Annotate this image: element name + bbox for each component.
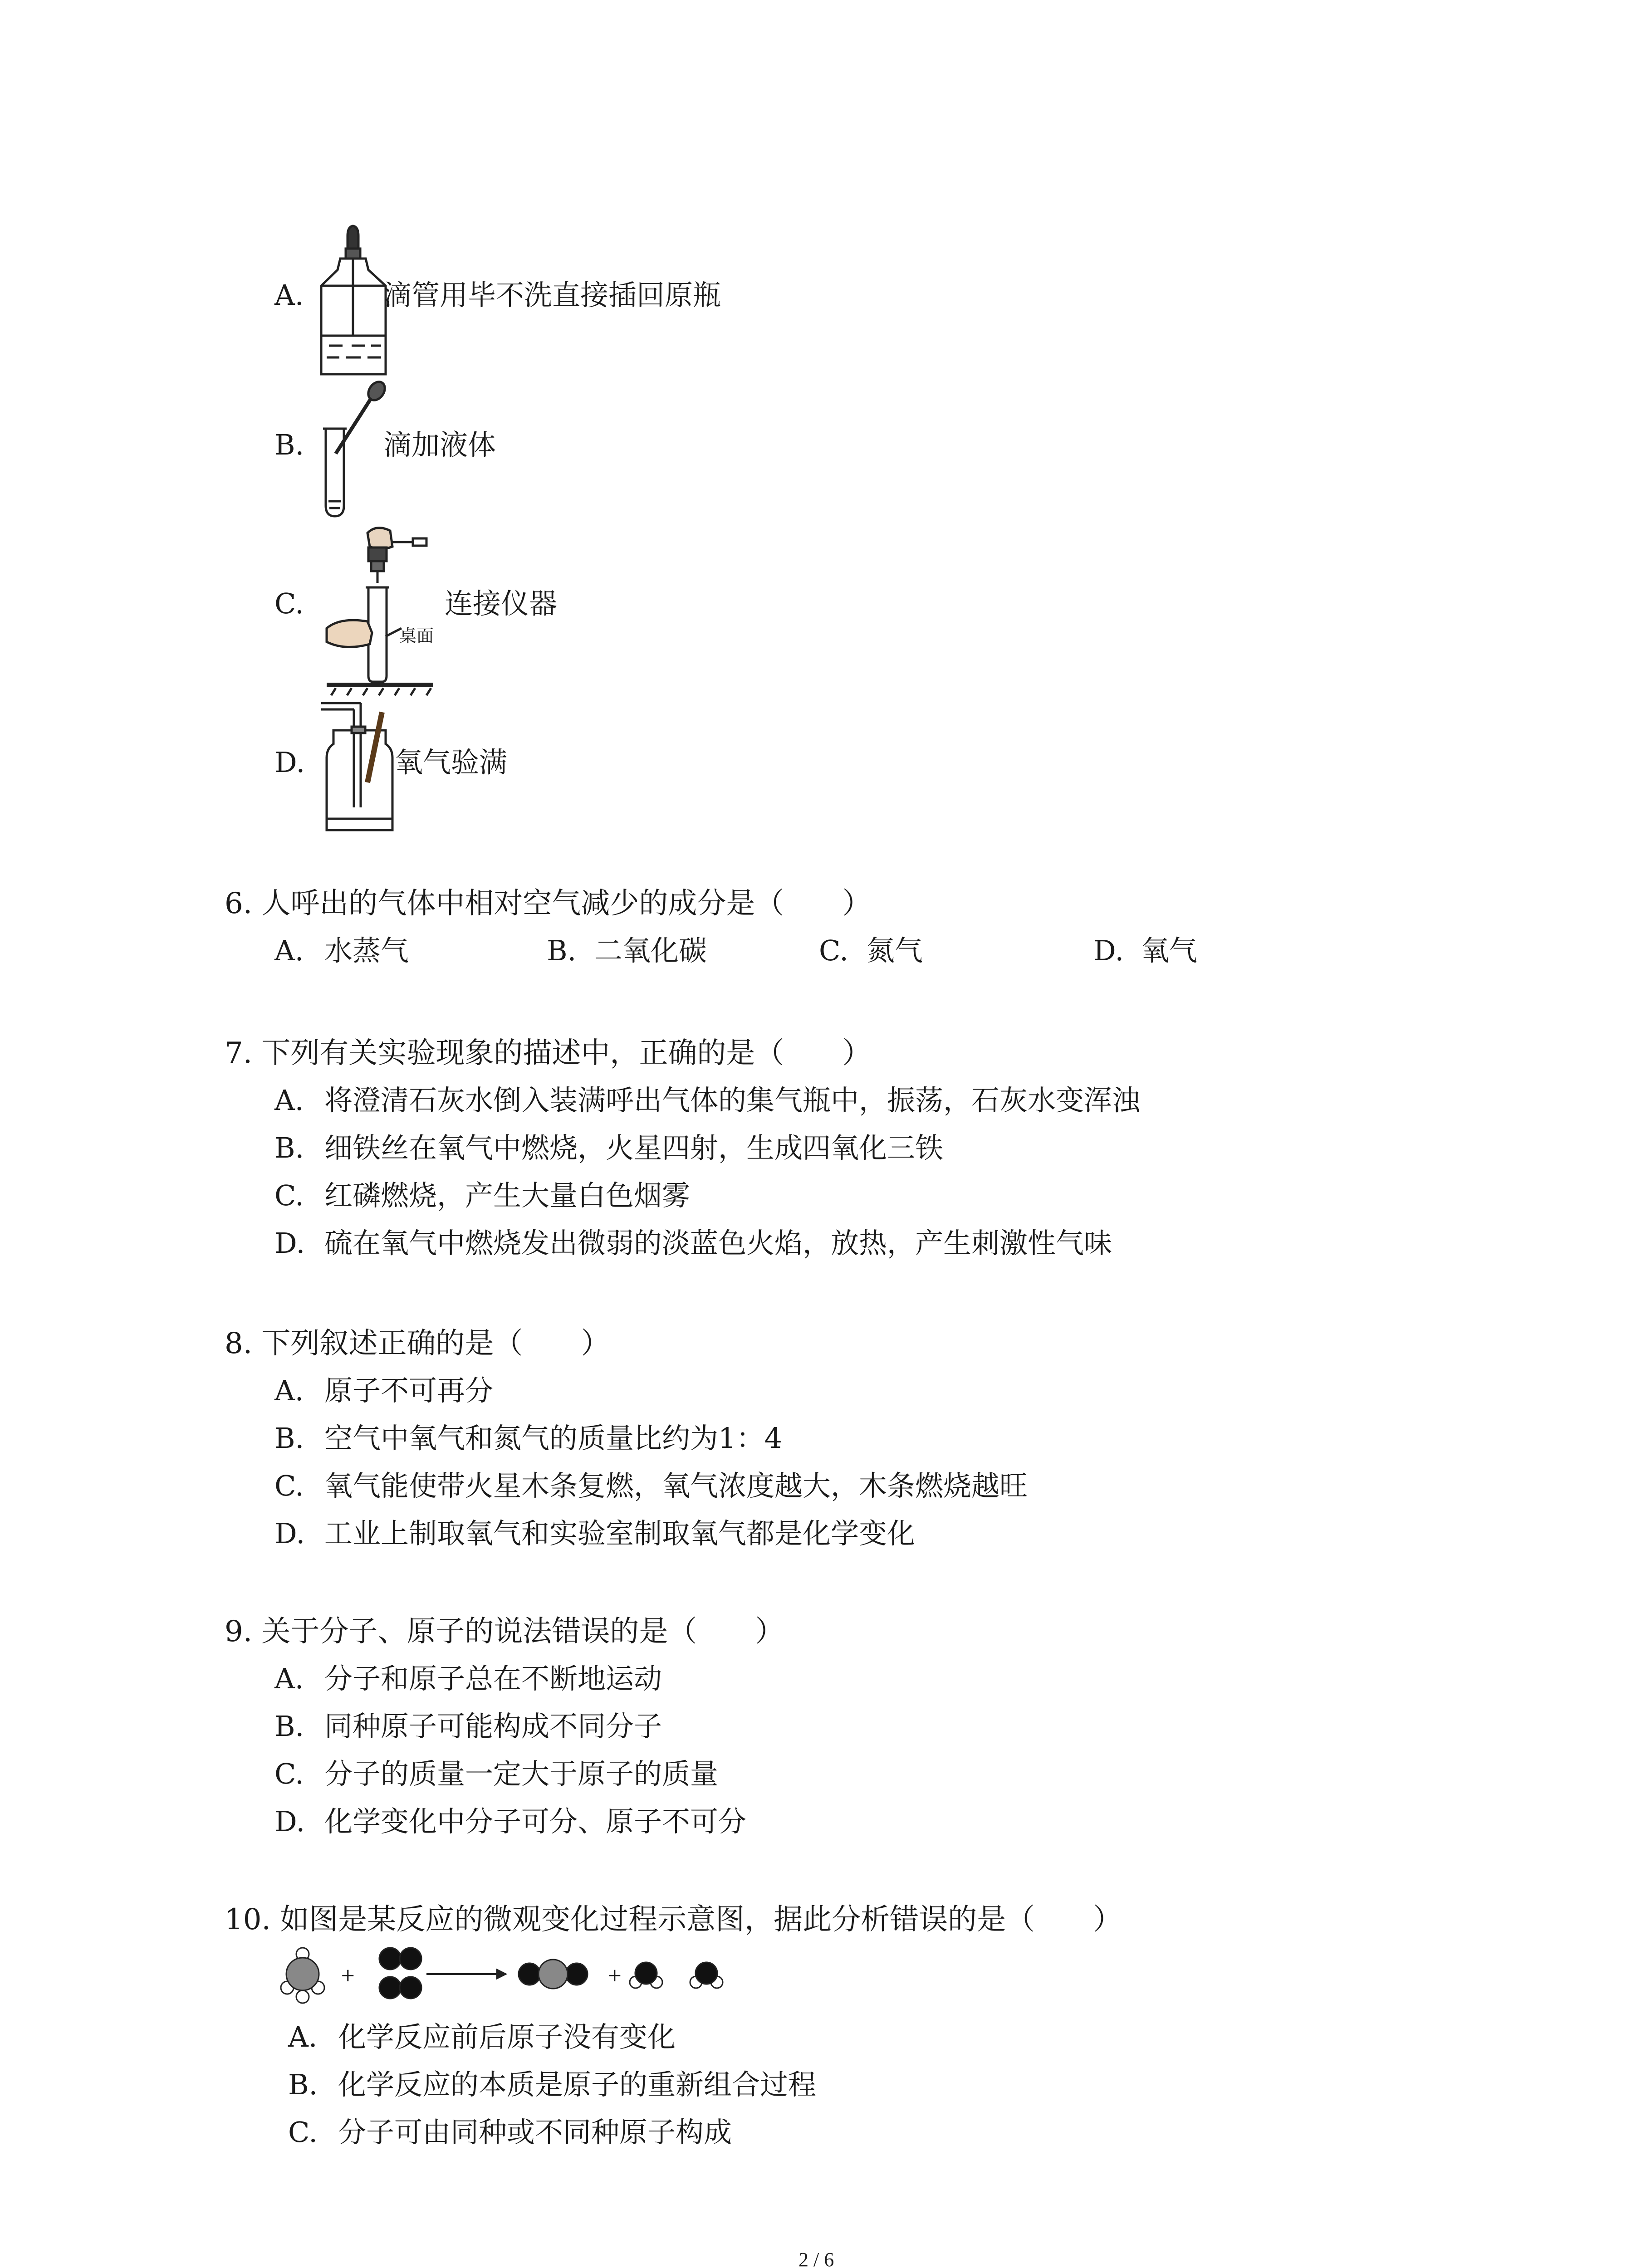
option-letter: B. [274, 1710, 304, 1743]
option-letter: D. [274, 1227, 305, 1260]
plus-sign: + [340, 1965, 356, 1986]
dropper-bottle-figure [318, 222, 390, 379]
option-letter: A. [288, 2020, 318, 2053]
option-text: 工业上制取氧气和实验室制取氧气都是化学变化 [324, 1517, 916, 1550]
option-letter: C. [274, 587, 304, 620]
large-grey-atom [539, 1960, 568, 1989]
option-letter: B. [288, 2068, 318, 2101]
option-letter: B. [274, 1131, 304, 1164]
question-stem: 6. 人呼出的气体中相对空气减少的成分是（ ） [225, 887, 872, 920]
option-letter: B. [547, 934, 577, 967]
option-text: 连接仪器 [445, 587, 558, 620]
option-letter: D. [274, 1517, 305, 1550]
option-text: 化学变化中分子可分、原子不可分 [324, 1805, 747, 1838]
gas-jar-figure [318, 699, 404, 832]
option-letter: C. [274, 1179, 304, 1212]
figure-label-desktop: 桌面 [399, 626, 434, 646]
option-letter: B. [274, 1422, 304, 1455]
option-text: 氧气能使带火星木条复燃，氧气浓度越大，木条燃烧越旺 [324, 1469, 1028, 1502]
small-atom [296, 1990, 309, 2003]
page-number: 2 / 6 [798, 2248, 834, 2268]
option-letter: C. [274, 1757, 304, 1790]
option-text: 二氧化碳 [594, 934, 707, 967]
large-grey-atom [286, 1958, 319, 1990]
option-text: 同种原子可能构成不同分子 [324, 1710, 662, 1743]
option-letter: C. [819, 934, 848, 967]
test-tube-dropper-figure [318, 381, 390, 519]
option-text: 红磷燃烧，产生大量白色烟雾 [324, 1179, 691, 1212]
option-text: 氧气 [1141, 934, 1198, 967]
black-atom [379, 1948, 401, 1970]
option-text: 水蒸气 [324, 934, 409, 967]
question-stem: 7. 下列有关实验现象的描述中，正确的是（ ） [225, 1036, 872, 1070]
option-text: 硫在氧气中燃烧发出微弱的淡蓝色火焰，放热，产生刺激性气味 [324, 1227, 1112, 1260]
arrow-head [497, 1970, 506, 1979]
option-text: 分子的质量一定大于原子的质量 [324, 1757, 719, 1790]
black-atom [566, 1963, 588, 1985]
plus-sign: + [607, 1965, 622, 1986]
option-text: 空气中氧气和氮气的质量比约为1：4 [324, 1422, 782, 1455]
option-text: 氮气 [867, 934, 923, 967]
black-atom [379, 1977, 401, 1999]
option-text: 将澄清石灰水倒入装满呼出气体的集气瓶中，振荡，石灰水变浑浊 [324, 1084, 1141, 1117]
option-letter: C. [274, 1469, 304, 1502]
option-text: 化学反应的本质是原子的重新组合过程 [338, 2068, 817, 2101]
black-atom [400, 1977, 421, 1999]
option-text: 滴加液体 [383, 428, 496, 461]
option-letter: D. [274, 746, 305, 779]
black-atom [696, 1962, 717, 1984]
option-text: 化学反应前后原子没有变化 [338, 2020, 676, 2053]
option-letter: A. [274, 1084, 304, 1117]
option-letter: A. [274, 1662, 304, 1695]
option-letter: A. [274, 934, 304, 967]
connect-apparatus-figure [318, 519, 440, 696]
option-text: 分子和原子总在不断地运动 [324, 1662, 662, 1695]
option-letter: B. [274, 428, 304, 461]
option-text: 滴管用毕不洗直接插回原瓶 [383, 279, 721, 312]
black-atom [400, 1948, 421, 1970]
option-letter: D. [1093, 934, 1124, 967]
question-stem: 10. 如图是某反应的微观变化过程示意图，据此分析错误的是（ ） [225, 1903, 1122, 1936]
option-letter: A. [274, 1374, 304, 1407]
option-text: 氧气验满 [395, 746, 508, 779]
black-atom [635, 1962, 657, 1984]
question-stem: 9. 关于分子、原子的说法错误的是（ ） [225, 1615, 784, 1648]
option-text: 分子可由同种或不同种原子构成 [338, 2116, 732, 2149]
question-stem: 8. 下列叙述正确的是（ ） [225, 1327, 610, 1360]
option-text: 细铁丝在氧气中燃烧，火星四射，生成四氧化三铁 [324, 1131, 944, 1164]
option-letter: D. [274, 1805, 305, 1838]
option-text: 原子不可再分 [324, 1374, 494, 1407]
black-atom [519, 1963, 540, 1985]
option-letter: A. [274, 279, 304, 312]
option-letter: C. [288, 2116, 318, 2149]
